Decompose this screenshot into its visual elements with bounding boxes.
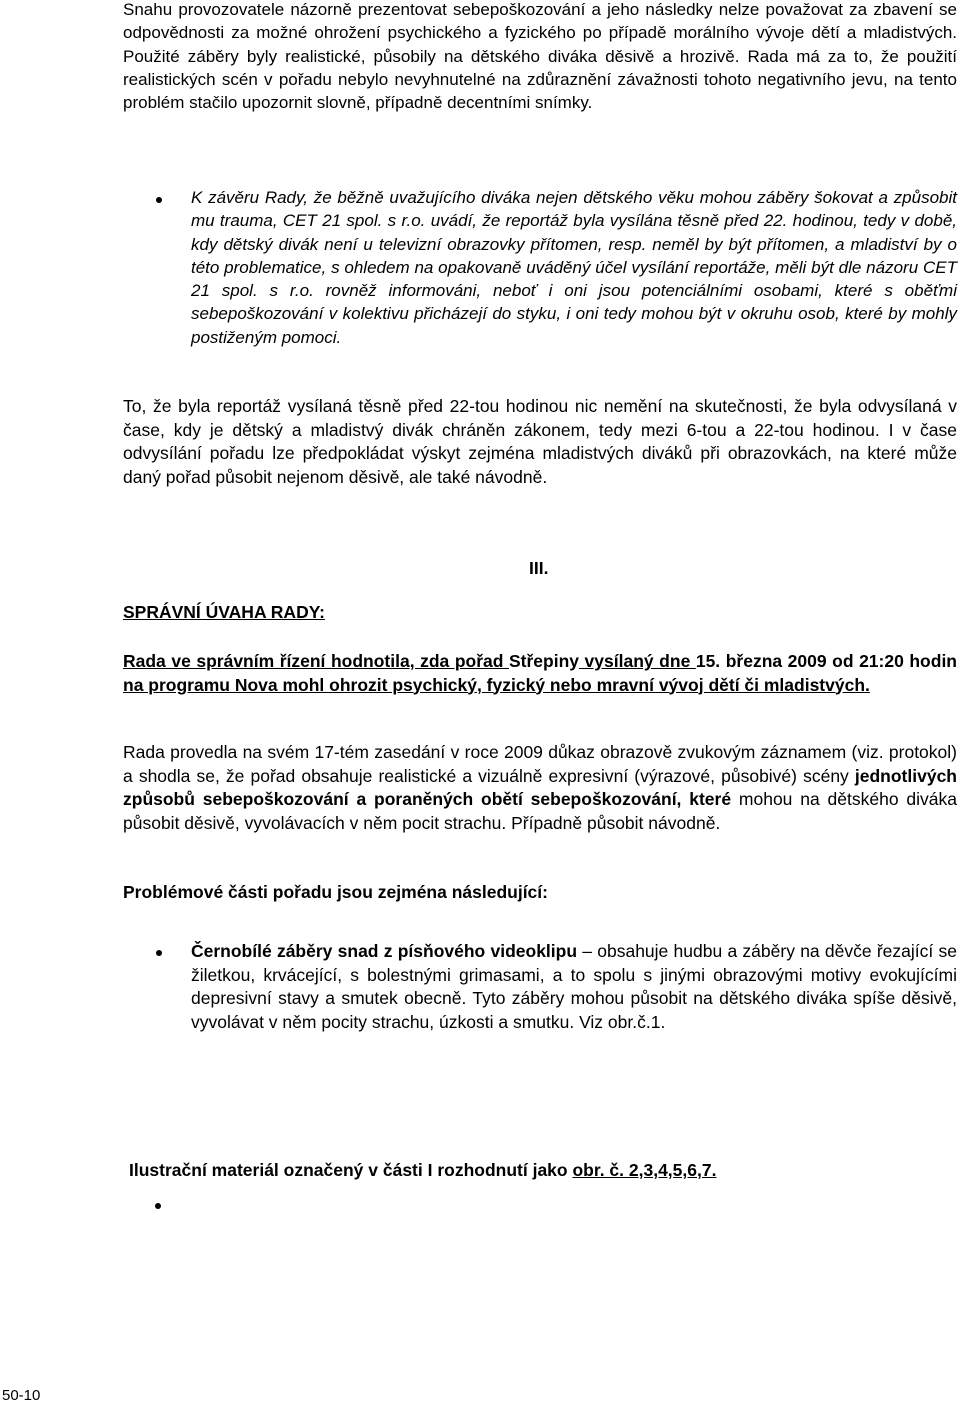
para3-part-2: jednotlivých způsobů sebepoškozování a poraněných obětí sebepoškozování, které [123, 765, 957, 809]
illustration-note [129, 1160, 716, 1181]
para3-part-3: mohou na dětského diváka působit děsivě, vyvolávacích v něm pocit strachu. Případně působit návodně. [123, 789, 957, 833]
question-part-1: Rada ve správním řízení hodnotila, zda pořad [123, 651, 509, 671]
bullet-2-bold: Černobílé záběry snad z písňového videoklipu [191, 941, 578, 961]
paragraph-2: To, že byla reportáž vysílaná těsně před 22-tou hodinou nic nemění na skutečnosti, že byla odvysílaná v čase, kdy je dětský a mladistvý divák chráněn zákonem, tedy mezi 6-tou a 22-tou hodinou. I v čase odvysílání pořadu lze předpokládat výskyt zejména mladistvých diváků při obrazovkách, na které může daný pořad působit nejenom děsivě, ale také návodně. [123, 396, 957, 487]
question-paragraph [123, 650, 957, 697]
bullet-2-rest: – obsahuje hudbu a záběry na děvče řezající se žiletkou, krvácející, s bolestnými grimasami, a to spolu s jinými obrazovými motivy evokujícími depresivní stavy a smutek obecně. Tyto záběry mohou působit na dětského diváka spíše děsivě, vyvolávat v něm pocity strachu, úzkosti a smutku. Viz obr.č.1. [191, 941, 957, 1032]
section-number: III. [529, 558, 549, 578]
section-title: SPRÁVNÍ ÚVAHA RADY: [123, 602, 325, 622]
bullet-icon [156, 197, 162, 203]
paragraph-1: Snahu provozovatele názorně prezentovat sebepoškozování a jeho následky nelze považovat za zbavení se odpovědnosti za možné ohrožení psychického a fyzického po případě morálního vývoje dětí a mladistvých. Použité záběry byly realistické, působily na dětského diváka děsivě a hrozivě. Rada má za to, že použití realistických scén v pořadu nebylo nevyhnutelné na zdůraznění závažnosti tohoto negativního jevu, na tento problém stačilo upozornit slovně, případně decentními snímky. [123, 0, 957, 113]
question-part-3: vysílaný dne [579, 651, 696, 671]
illustration-part-2: obr. č. 2,3,4,5,6,7. [572, 1160, 717, 1180]
question-part-2: Střepiny [508, 651, 580, 671]
bullet-icon [156, 950, 162, 956]
question-part-4: 15. března 2009 od 21:20 hodin [695, 651, 957, 671]
question-part-5: na programu Nova mohl ohrozit psychický, fyzický nebo mravní vývoj dětí či mladistvých. [123, 674, 870, 695]
bullet-icon [155, 1203, 161, 1209]
bullet-1-text: K závěru Rady, že běžně uvažujícího diváka nejen dětského věku mohou záběry šokovat a způsobit mu trauma, CET 21 spol. s r.o. uvádí, že reportáž byla vysílána těsně před 22. hodinou, tedy v době, kdy dětský divák není u televizní obrazovky přítomen, resp. neměl by být přítomen, a mladiství by o této problematice, s ohledem na opakovaně uváděný účel vysílání reportáže, měli být dle názoru CET 21 spol. s r.o. rovněž informováni, neboť i oni jsou potenciálními osobami, které s oběťmi sebepoškozování v kolektivu přicházejí do styku, i oni tedy mohou být v okruhu osob, které by mohly postiženým pomoci. [191, 188, 957, 347]
problems-heading: Problémové části pořadu jsou zejména následující: [123, 882, 548, 902]
illustration-part-1: Ilustrační materiál označený v části I rozhodnutí jako [129, 1160, 573, 1180]
page-number: 50-10 [2, 1387, 41, 1404]
bullet-2-text [191, 940, 957, 1034]
para3-part-1: Rada provedla na svém 17-tém zasedání v roce 2009 důkaz obrazově zvukovým záznamem (viz. protokol) a shodla se, že pořad obsahuje realistické a vizuálně expresivní (výrazové, působivé) scény [123, 742, 957, 786]
paragraph-3 [123, 741, 957, 835]
